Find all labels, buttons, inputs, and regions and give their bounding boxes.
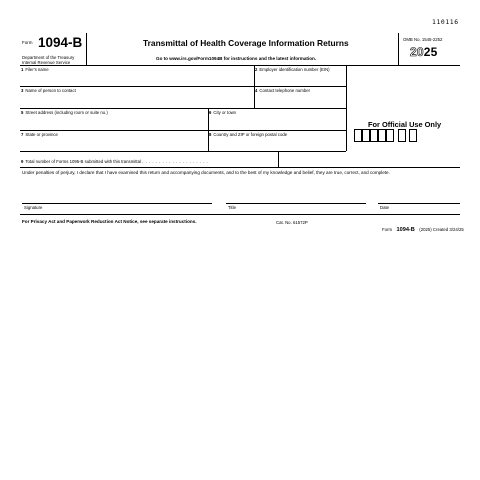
field-4-label: Contact telephone number — [259, 87, 311, 93]
official-use-box — [378, 129, 386, 142]
contact-name-field[interactable] — [20, 86, 254, 108]
state-field[interactable] — [20, 130, 208, 151]
field-8-label: Country and ZIP or foreign postal code — [213, 131, 288, 137]
privacy-notice: For Privacy Act and Paperwork Reduction Act Notice, see separate instructions. — [22, 219, 197, 224]
form-number: 1094-B — [37, 35, 83, 50]
field-5-label: Street address (including room or suite no.) — [25, 109, 108, 115]
form-number-block — [22, 34, 82, 52]
field-6-number: 6 — [209, 109, 212, 115]
perjury-statement: Under penalties of perjury, I declare that I have examined this return and accompanying documents, and to the best of my knowledge and belief, they are true, correct, and complete. — [22, 170, 390, 175]
official-use-box — [354, 129, 362, 142]
official-use-box — [362, 129, 370, 142]
field-7-number: 7 — [21, 131, 24, 137]
tax-year-prefix: 20 — [410, 45, 424, 59]
official-use-box — [398, 129, 406, 142]
signature-line[interactable] — [22, 203, 212, 204]
footer-form-id — [382, 218, 464, 236]
field-1-label: Filer's name — [25, 66, 49, 72]
field-7-label: State or province — [25, 131, 58, 137]
rule-row5 — [20, 167, 460, 168]
street-address-field[interactable] — [20, 108, 208, 130]
footer-rule — [20, 214, 460, 215]
date-label: Date — [380, 205, 390, 210]
form-code: 110116 — [432, 18, 459, 26]
contact-phone-field[interactable] — [254, 86, 346, 108]
date-line[interactable] — [378, 203, 460, 204]
title-label: Title — [228, 205, 236, 210]
header-divider-left — [86, 33, 87, 66]
field-9-leader: . . . . . . . . . . . . . . . . . . . . — [142, 159, 209, 164]
irs-line: Internal Revenue Service — [22, 60, 71, 65]
total-forms-input[interactable] — [278, 151, 346, 167]
country-zip-field[interactable] — [208, 130, 346, 151]
field-8-number: 8 — [209, 131, 212, 137]
omb-number: OMB No. 1545-2252 — [403, 37, 443, 42]
footer-revision: (2025) Created 3/24/25 — [419, 227, 464, 232]
title-line[interactable] — [226, 203, 366, 204]
field-2-label: Employer identification number (EIN) — [259, 66, 330, 72]
field-3-number: 3 — [21, 87, 24, 93]
field-9-number: 9 — [21, 159, 24, 164]
footer-form-number: 1094-B — [396, 227, 415, 233]
official-use-divider — [346, 65, 347, 151]
field-4-number: 4 — [255, 87, 258, 93]
form-title: Transmittal of Health Coverage Information Returns — [143, 38, 349, 48]
field-5-number: 5 — [21, 109, 24, 115]
signature-label: Signature — [24, 205, 43, 210]
field-3-label: Name of person to contact — [25, 87, 76, 93]
field-1-number: 1 — [21, 66, 24, 72]
footer-form-word: Form — [382, 227, 393, 232]
form-word: Form — [22, 40, 33, 45]
official-use-box — [370, 129, 378, 142]
instructions-line: Go to www.irs.gov/Form1094B for instructions and the latest information. — [156, 56, 317, 61]
total-forms-row — [20, 151, 278, 167]
official-use-label: For Official Use Only — [368, 120, 442, 129]
field-6-label: City or town — [213, 109, 237, 115]
official-use-boxes — [354, 129, 417, 147]
department-line: Department of the Treasury — [22, 55, 75, 60]
field-9-label: Total number of Forms 1095-B submitted with this transmittal — [25, 159, 141, 164]
tax-year — [410, 45, 438, 59]
field-2-number: 2 — [255, 66, 258, 72]
tax-year-suffix: 25 — [423, 45, 438, 59]
official-use-box — [409, 129, 417, 142]
official-use-box — [386, 129, 394, 142]
ein-field[interactable] — [254, 65, 346, 86]
city-field[interactable] — [208, 108, 346, 130]
filer-name-field[interactable] — [20, 65, 254, 86]
header-divider-right — [398, 33, 399, 66]
catalog-number: Cat. No. 61572P — [276, 220, 308, 225]
